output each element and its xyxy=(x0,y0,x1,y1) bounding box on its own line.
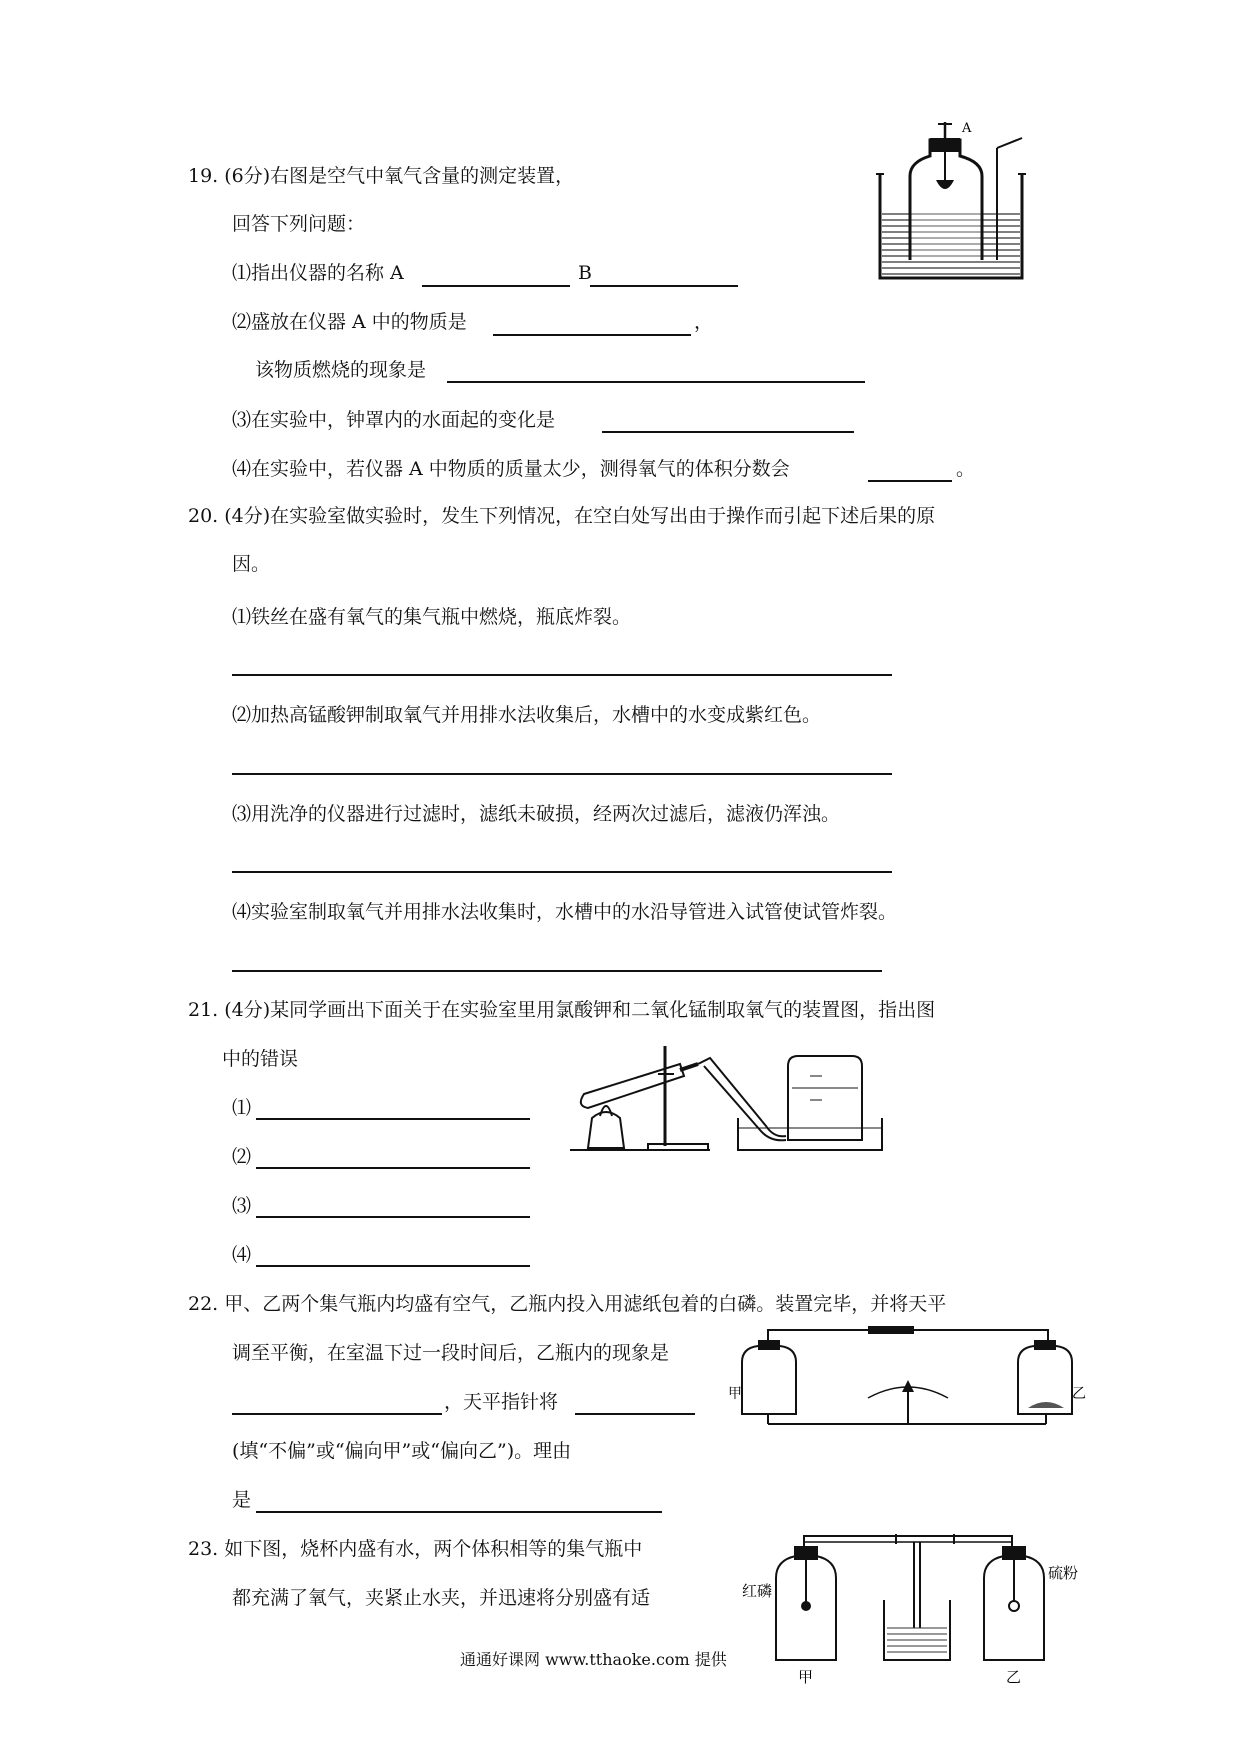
q22-balance-figure xyxy=(728,1318,1088,1428)
q22-reason-label: 是 xyxy=(232,1489,252,1511)
q20-part1: ⑴铁丝在盛有氧气的集气瓶中燃烧，瓶底炸裂。 xyxy=(232,606,632,628)
q23-figure-label-yi: 乙 xyxy=(1006,1668,1022,1686)
q22-pointer-label: ，天平指针将 xyxy=(444,1391,559,1413)
q19-blank-substance[interactable] xyxy=(493,334,691,336)
q20-title-cont: 因。 xyxy=(232,553,271,575)
q19-blank-volume-fraction[interactable] xyxy=(868,480,952,482)
q19-part2b-label: 该物质燃烧的现象是 xyxy=(255,359,427,381)
q21-title: 21. (4分)某同学画出下面关于在实验室里用氯酸钾和二氧化锰制取氧气的装置图，指出图 xyxy=(188,999,936,1021)
q21-answer-line-2[interactable] xyxy=(256,1167,530,1169)
q19-blank-water-level[interactable] xyxy=(602,431,854,433)
q21-item-3-label: ⑶ xyxy=(232,1195,252,1217)
q22-blank-reason[interactable] xyxy=(256,1511,662,1513)
q23-figure-label-sulfur-powder: 硫粉 xyxy=(1048,1564,1079,1582)
q19-title: 19. (6分)右图是空气中氧气含量的测定装置， xyxy=(188,165,575,187)
q21-answer-line-1[interactable] xyxy=(256,1118,530,1120)
q19-part1-label: ⑴指出仪器的名称 A xyxy=(232,262,404,284)
q20-part4: ⑷实验室制取氧气并用排水法收集时，水槽中的水沿导管进入试管使试管炸裂。 xyxy=(232,901,898,923)
q21-answer-line-4[interactable] xyxy=(256,1265,530,1267)
q20-title: 20. (4分)在实验室做实验时，发生下列情况，在空白处写出由于操作而引起下述后果的原 xyxy=(188,505,936,527)
q23-two-bottles-figure xyxy=(742,1508,1082,1686)
q22-figure-label-yi: 乙 xyxy=(1072,1386,1086,1402)
q21-kclo3-apparatus-figure xyxy=(570,1036,940,1156)
q22-line2: 调至平衡，在室温下过一段时间后，乙瓶内的现象是 xyxy=(232,1342,670,1364)
q19-blank-a[interactable] xyxy=(422,285,570,287)
q20-answer-line-2[interactable] xyxy=(232,773,892,775)
q23-figure-label-red-phosphorus: 红磷 xyxy=(742,1582,773,1600)
q19-part2-comma: ， xyxy=(694,311,714,333)
q21-item-1-label: ⑴ xyxy=(232,1097,252,1119)
q19-part1-b-label: B xyxy=(578,262,592,284)
q19-intro: 回答下列问题： xyxy=(232,213,366,235)
q19-figure-label-a: A xyxy=(962,121,972,136)
q21-answer-line-3[interactable] xyxy=(256,1216,530,1218)
q19-oxygen-apparatus-figure xyxy=(872,118,1032,288)
q23-line2: 都充满了氧气，夹紧止水夹，并迅速将分别盛有适 xyxy=(232,1587,651,1609)
q20-part3: ⑶用洗净的仪器进行过滤时，滤纸未破损，经两次过滤后，滤液仍浑浊。 xyxy=(232,803,841,825)
q22-title: 22. 甲、乙两个集气瓶内均盛有空气，乙瓶内投入用滤纸包着的白磷。装置完毕，并将天平 xyxy=(188,1293,947,1315)
q22-blank-phenomenon[interactable] xyxy=(232,1413,442,1415)
q21-title-cont: 中的错误 xyxy=(222,1048,299,1070)
q21-item-4-label: ⑷ xyxy=(232,1244,252,1266)
page-footer: 通通好课网 www.tthaoke.com 提供 xyxy=(460,1650,727,1669)
q22-blank-pointer[interactable] xyxy=(575,1413,695,1415)
q20-part2: ⑵加热高锰酸钾制取氧气并用排水法收集后，水槽中的水变成紫红色。 xyxy=(232,704,822,726)
q19-part3-label: ⑶在实验中，钟罩内的水面起的变化是 xyxy=(232,409,556,431)
q22-line4: (填“不偏”或“偏向甲”或“偏向乙”)。理由 xyxy=(232,1440,572,1462)
q23-title: 23. 如下图，烧杯内盛有水，两个体积相等的集气瓶中 xyxy=(188,1538,643,1560)
q20-answer-line-4[interactable] xyxy=(232,970,882,972)
q20-answer-line-1[interactable] xyxy=(232,674,892,676)
q22-figure-label-jia: 甲 xyxy=(728,1386,742,1402)
q23-figure-label-jia: 甲 xyxy=(798,1668,814,1686)
q21-item-2-label: ⑵ xyxy=(232,1146,252,1168)
q19-part2-label: ⑵盛放在仪器 A 中的物质是 xyxy=(232,311,467,333)
q19-part4-period: 。 xyxy=(956,458,976,480)
q19-blank-phenomenon[interactable] xyxy=(447,381,865,383)
q19-blank-b[interactable] xyxy=(590,285,738,287)
q19-part4-label: ⑷在实验中，若仪器 A 中物质的质量太少，测得氧气的体积分数会 xyxy=(232,458,790,480)
q20-answer-line-3[interactable] xyxy=(232,871,892,873)
